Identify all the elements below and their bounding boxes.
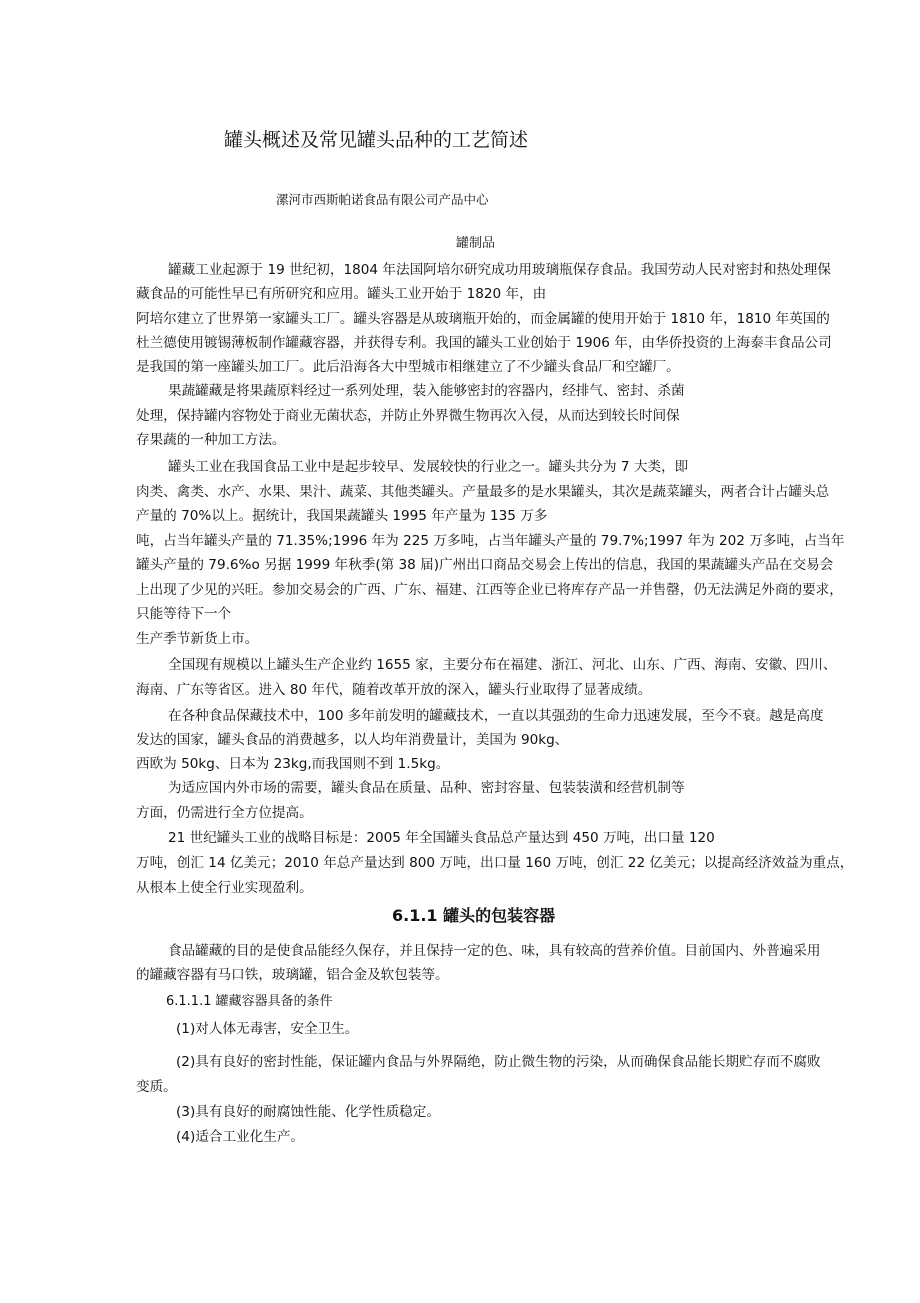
list-item: (2)具有良好的密封性能，保证罐内食品与外界隔绝，防止微生物的污染，从而确保食品能长期贮存而不腐败 [176,1054,821,1070]
body-line: 食品罐藏的目的是使食品能经久保存，并且保持一定的色、味，具有较高的营养价值。目前国内、外普遍采用 [168,943,821,959]
body-line: 罐头产量的 79.6%o 另据 1999 年秋季(第 38 届)广州出口商品交易会上传出的信息，我国的果蔬罐头产品在交易会 [136,557,834,573]
list-item: (3)具有良好的耐腐蚀性能、化学性质稳定。 [176,1104,440,1120]
body-line: 产量的 70%以上。据统计，我国果蔬罐头 1995 年产量为 135 万多 [136,508,548,524]
body-line: 肉类、禽类、水产、水果、果汁、蔬菜、其他类罐头。产量最多的是水果罐头，其次是蔬菜罐头，两者合计占罐头总 [136,484,830,500]
body-line: 处理，保持罐内容物处于商业无菌状态，并防止外界微生物再次入侵，从而达到较长时间保 [136,408,680,424]
body-line: 海南、广东等省区。进入 80 年代，随着改革开放的深入，罐头行业取得了显著成绩。 [136,682,652,698]
body-line: 果蔬罐藏是将果蔬原料经过一系列处理，装入能够密封的容器内，经排气、密封、杀菌 [168,383,685,399]
body-line: 阿培尔建立了世界第一家罐头工厂。罐头容器是从玻璃瓶开始的，而金属罐的使用开始于 1810 年，1810 年英国的 [136,311,830,327]
body-line: 的罐藏容器有马口铁，玻璃罐，铝合金及软包装等。 [136,967,449,983]
body-line: 杜兰德使用镀锡薄板制作罐藏容器，并获得专利。我国的罐头工业创始于 1906 年，由华侨投资的上海泰丰食品公司 [136,335,832,351]
body-line: 发达的国家，罐头食品的消费越多，以人均年消费量计，美国为 90kg、 [136,732,569,748]
section-title: 罐制品 [456,236,496,251]
body-line: 罐藏工业起源于 19 世纪初，1804 年法国阿培尔研究成功用玻璃瓶保存食品。我国劳动人民对密封和热处理保 [168,262,831,278]
subsection-heading: 6.1.1.1 罐藏容器具备的条件 [166,994,333,1009]
body-line: 存果蔬的一种加工方法。 [136,432,286,448]
list-item: (4)适合工业化生产。 [176,1129,305,1145]
body-line: 方面，仍需进行全方位提高。 [136,805,313,821]
body-line: 21 世纪罐头工业的战略目标是：2005 年全国罐头食品总产量达到 450 万吨，出口量 120 [168,830,715,846]
body-line: 从根本上使全行业实现盈利。 [136,880,313,896]
body-line: 罐头工业在我国食品工业中是起步较早、发展较快的行业之一。罐头共分为 7 大类，即 [168,459,689,475]
body-line: 上出现了少见的兴旺。参加交易会的广西、广东、福建、江西等企业已将库存产品一并售罄，仍无法满足外商的要求， [136,582,843,598]
body-line: 万吨，创汇 14 亿美元；2010 年总产量达到 800 万吨，出口量 160 万吨，创汇 22 亿美元；以提高经济效益为重点， [136,855,854,871]
section-heading: 6.1.1 罐头的包装容器 [392,906,556,925]
body-line: 只能等待下一个 [136,606,232,622]
body-line: 藏食品的可能性早已有所研究和应用。罐头工业开始于 1820 年，由 [136,286,547,302]
body-line: 西欧为 50kg、日本为 23kg,而我国则不到 1.5kg。 [136,756,450,772]
list-item: 变质。 [136,1079,177,1095]
body-line: 是我国的第一座罐头加工厂。此后沿海各大中型城市相继建立了不少罐头食品厂和空罐厂。 [136,359,680,375]
body-line: 吨，占当年罐头产量的 71.35%;1996 年为 225 万多吨，占当年罐头产量的 79.7%;1997 年为 202 万多吨，占当年 [136,533,845,549]
body-line: 全国现有规模以上罐头生产企业约 1655 家，主要分布在福建、浙江、河北、山东、广西、海南、安徽、四川、 [168,657,837,673]
document-title: 罐头概述及常见罐头品种的工艺简述 [224,129,529,151]
author-line: 漯河市西斯帕诺食品有限公司产品中心 [276,192,489,207]
body-line: 生产季节新货上市。 [136,631,259,647]
body-line: 在各种食品保藏技术中，100 多年前发明的罐藏技术，一直以其强劲的生命力迅速发展，至今不衰。越是高度 [168,708,824,724]
body-line: 为适应国内外市场的需要，罐头食品在质量、品种、密封容量、包装装潢和经营机制等 [168,780,685,796]
list-item: (1)对人体无毒害，安全卫生。 [176,1021,359,1037]
